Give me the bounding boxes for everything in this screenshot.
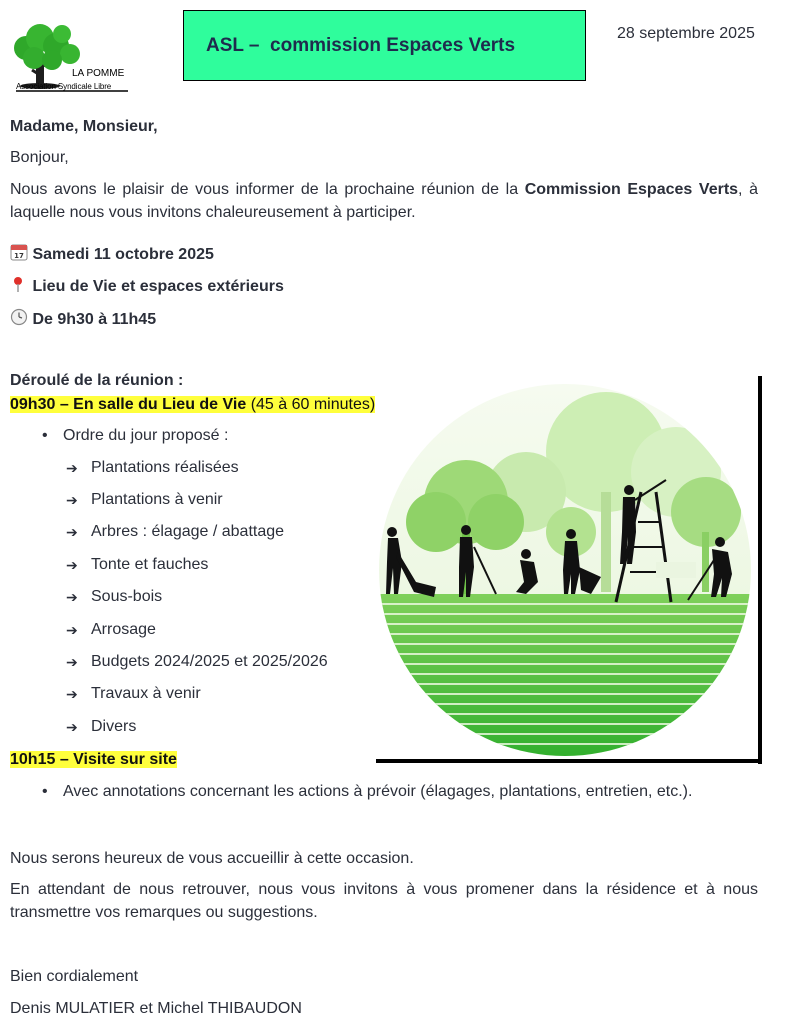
event-time: De 9h30 à 11h45 bbox=[32, 311, 157, 328]
greeting: Bonjour, bbox=[10, 149, 69, 166]
logo-name: LA POMME bbox=[72, 68, 125, 79]
intro-after: , à laquelle nous vous invitons chaleureusement à participer. bbox=[10, 181, 759, 221]
session1-bullet: Ordre du jour proposé : bbox=[63, 427, 229, 444]
calendar-icon bbox=[10, 243, 28, 261]
letter-date: 28 septembre 2025 bbox=[617, 25, 755, 42]
event-date: Samedi 11 octobre 2025 bbox=[32, 246, 214, 263]
closing-paragraph-2: En attendant de nous retrouver, nous vous invitons à vous promener dans la résidence et à nous transmettre vos remarques ou suggestions. bbox=[10, 881, 758, 921]
agenda-item: Tonte et fauches bbox=[91, 556, 209, 573]
arrow-right-icon: ➔ bbox=[66, 686, 78, 702]
clock-icon bbox=[10, 308, 28, 326]
agenda-item: Budgets 2024/2025 et 2025/2026 bbox=[91, 653, 328, 670]
closing-regards: Bien cordialement bbox=[10, 968, 139, 985]
arrow-right-icon: ➔ bbox=[66, 589, 78, 605]
event-place: Lieu de Vie et espaces extérieurs bbox=[32, 278, 284, 295]
salutation: Madame, Monsieur, bbox=[10, 118, 158, 135]
session1-label: 09h30 – En salle du Lieu de Vie bbox=[10, 396, 247, 413]
agenda-item: Travaux à venir bbox=[91, 685, 201, 702]
arrow-right-icon: ➔ bbox=[66, 492, 78, 508]
closing-paragraph-1: Nous serons heureux de vous accueillir à cette occasion. bbox=[10, 850, 414, 867]
image-frame-bottom bbox=[376, 759, 762, 763]
location-pin-icon bbox=[10, 275, 28, 293]
intro-before: Nous avons le plaisir de vous informer de la prochaine réunion de la bbox=[10, 181, 525, 198]
arrow-right-icon: ➔ bbox=[66, 719, 78, 735]
bullet-icon: • bbox=[42, 783, 48, 800]
event-date-line bbox=[10, 243, 214, 266]
agenda-item: Plantations réalisées bbox=[91, 459, 239, 476]
agenda-item: Plantations à venir bbox=[91, 491, 223, 508]
session1-line bbox=[10, 394, 375, 416]
session2-bullet: Avec annotations concernant les actions à prévoir (élagages, plantations, entretien, etc.). bbox=[63, 783, 693, 800]
event-time-line bbox=[10, 308, 156, 331]
agenda-heading: Déroulé de la réunion : bbox=[10, 372, 184, 389]
gardening-illustration bbox=[376, 382, 754, 758]
event-place-line bbox=[10, 275, 284, 298]
arrow-right-icon: ➔ bbox=[66, 557, 78, 573]
arrow-right-icon: ➔ bbox=[66, 524, 78, 540]
arrow-right-icon: ➔ bbox=[66, 654, 78, 670]
page-title: ASL – commission Espaces Verts bbox=[206, 34, 516, 56]
agenda-item: Sous-bois bbox=[91, 588, 163, 605]
agenda-item: Arbres : élagage / abattage bbox=[91, 523, 285, 540]
image-frame-right bbox=[758, 376, 762, 764]
logo-subtitle: Association Syndicale Libre bbox=[16, 82, 112, 91]
session2-label: 10h15 – Visite sur site bbox=[10, 751, 177, 768]
arrow-right-icon: ➔ bbox=[66, 622, 78, 638]
arrow-right-icon: ➔ bbox=[66, 460, 78, 476]
title-box bbox=[183, 10, 586, 81]
session1-note: (45 à 60 minutes) bbox=[246, 396, 376, 413]
svg-text:17: 17 bbox=[14, 252, 24, 260]
intro-highlight: Commission Espaces Verts bbox=[524, 181, 739, 198]
agenda-item: Divers bbox=[91, 718, 137, 735]
session2-line bbox=[10, 749, 177, 771]
agenda-item: Arrosage bbox=[91, 621, 156, 638]
bullet-icon: • bbox=[42, 427, 48, 444]
signature: Denis MULATIER et Michel THIBAUDON bbox=[10, 1000, 302, 1017]
intro-paragraph bbox=[10, 178, 758, 224]
